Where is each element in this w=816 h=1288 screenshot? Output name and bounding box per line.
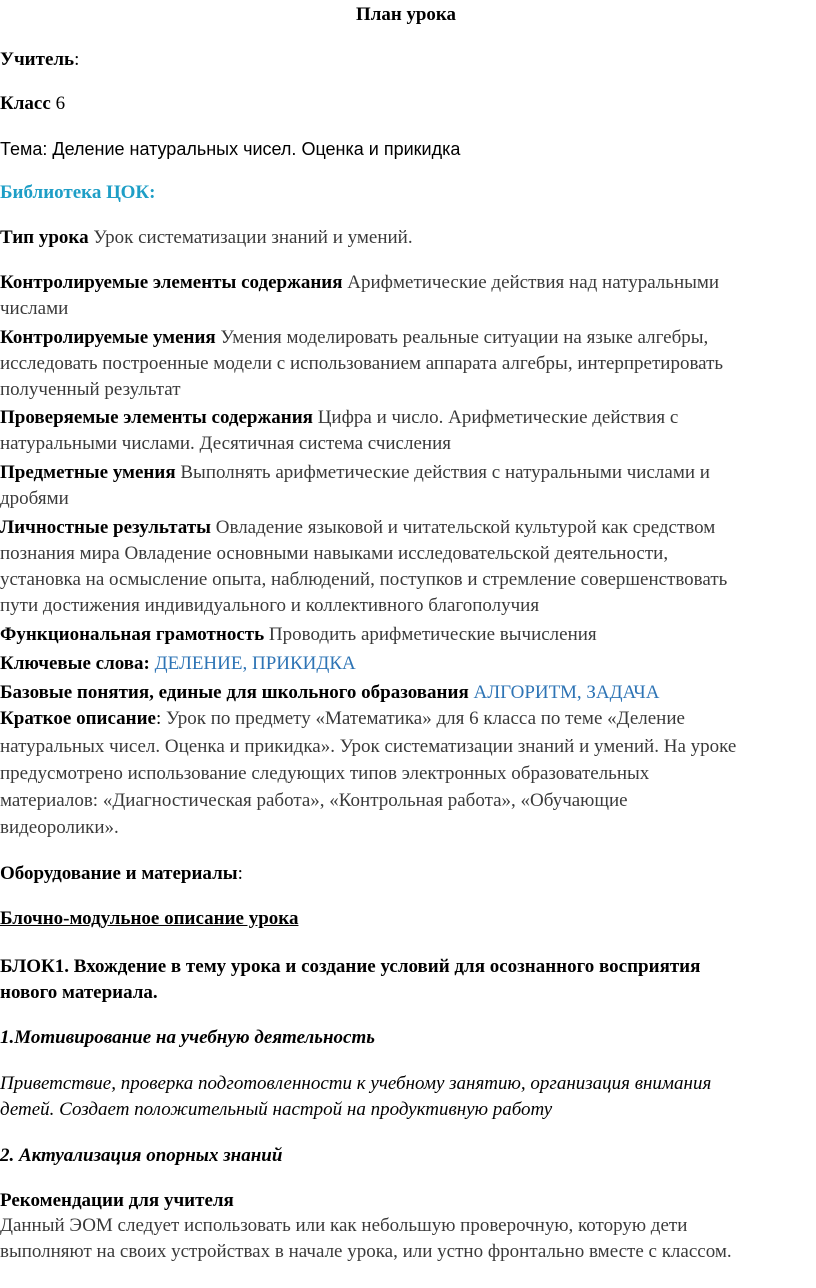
controlled-skills-text: Умения моделировать реальные ситуации на языке алгебры,: [220, 327, 709, 348]
controlled-skills-line-2: исследовать построенные модели с использованием аппарата алгебры, интерпретировать: [0, 353, 724, 374]
controlled-content-line-1: [0, 270, 719, 296]
short-description-text: Урок по предмету «Математика» для 6 класса по теме «Деление: [165, 708, 685, 729]
short-description-line-3: предусмотрено использование следующих типов электронных образовательных: [0, 763, 650, 784]
block-heading: Блочно-модульное описание урока: [0, 908, 299, 929]
personal-results-line-1: [0, 515, 715, 541]
keywords-line: [0, 651, 356, 677]
subject-skills-label: Предметные умения: [0, 462, 176, 483]
lesson-type-label: Тип урока: [0, 227, 89, 248]
functional-literacy-line: [0, 622, 597, 648]
block1-line-2: нового материала.: [0, 982, 158, 1003]
library-link[interactable]: Библиотека ЦОК:: [0, 182, 156, 203]
subject-skills-line-2: дробями: [0, 488, 69, 509]
block1-line-1: БЛОК1. Вхождение в тему урока и создание условий для осознанного восприятия: [0, 956, 701, 977]
equipment-colon: :: [237, 863, 243, 884]
checked-content-line-1: [0, 405, 678, 431]
base-concepts-line: [0, 680, 659, 706]
personal-results-text: Овладение языковой и читательской культурой как средством: [215, 517, 716, 538]
keywords-label: Ключевые слова:: [0, 653, 150, 674]
subject-skills-text: Выполнять арифметические действия с натуральными числами и: [180, 462, 710, 483]
base-concepts-value: АЛГОРИТМ, ЗАДАЧА: [473, 682, 660, 703]
personal-results-line-4: пути достижения индивидуального и коллективного благополучия: [0, 595, 540, 616]
step1-line-2: детей. Создает положительный настрой на продуктивную работу: [0, 1099, 553, 1120]
equipment-line: [0, 861, 243, 887]
teacher-line: [0, 47, 79, 73]
short-description-colon: :: [155, 708, 162, 729]
controlled-content-label: Контролируемые элементы содержания: [0, 272, 343, 293]
teacher-colon: :: [74, 49, 80, 70]
teacher-label: Учитель: [0, 49, 75, 70]
base-concepts-label: Базовые понятия, единые для школьного образования: [0, 682, 469, 703]
short-description-line-5: видеоролики».: [0, 817, 119, 838]
keywords-value: ДЕЛЕНИЕ, ПРИКИДКА: [154, 653, 356, 674]
controlled-content-line-2: числами: [0, 298, 69, 319]
lesson-type-value: Урок систематизации знаний и умений.: [93, 227, 413, 248]
controlled-skills-line-1: [0, 325, 708, 351]
recommendations-line-2: выполняют на своих устройствах в начале урока, или устно фронтально вместе с классом.: [0, 1241, 732, 1262]
personal-results-line-3: установка на осмысление опыта, наблюдений, поступков и стремление совершенствовать: [0, 569, 728, 590]
controlled-skills-line-3: полученный результат: [0, 379, 181, 400]
checked-content-text: Цифра и число. Арифметические действия с: [317, 407, 679, 428]
short-description-line-2: натуральных чисел. Оценка и прикидка». Урок систематизации знаний и умений. На уроке: [0, 736, 737, 757]
subject-skills-line-1: [0, 460, 710, 486]
personal-results-line-2: познания мира Овладение основными навыками исследовательской деятельности,: [0, 543, 669, 564]
short-description-label: Краткое описание: [0, 708, 156, 729]
functional-literacy-label: Функциональная грамотность: [0, 624, 265, 645]
step1-title: 1.Мотивирование на учебную деятельность: [0, 1027, 375, 1048]
checked-content-label: Проверяемые элементы содержания: [0, 407, 313, 428]
grade-value: 6: [55, 93, 66, 114]
controlled-skills-label: Контролируемые умения: [0, 327, 216, 348]
recommendations-line-1: Данный ЭОМ следует использовать или как небольшую проверочную, которую дети: [0, 1215, 688, 1236]
grade-label: Класс: [0, 93, 51, 114]
lesson-type-line: [0, 225, 413, 251]
recommendations-title: Рекомендации для учителя: [0, 1190, 234, 1211]
checked-content-line-2: натуральными числами. Десятичная система счисления: [0, 433, 451, 454]
page-title: План урока: [356, 4, 456, 25]
step2-title: 2. Актуализация опорных знаний: [0, 1145, 283, 1166]
topic-line: Тема: Деление натуральных чисел. Оценка и прикидка: [0, 139, 461, 159]
grade-line: [0, 91, 65, 117]
short-description-line-1: [0, 706, 685, 732]
controlled-content-text: Арифметические действия над натуральными: [347, 272, 720, 293]
functional-literacy-text: Проводить арифметические вычисления: [268, 624, 597, 645]
equipment-label: Оборудование и материалы: [0, 863, 238, 884]
short-description-line-4: материалов: «Диагностическая работа», «Контрольная работа», «Обучающие: [0, 790, 628, 811]
step1-line-1: Приветствие, проверка подготовленности к учебному занятию, организация внимания: [0, 1073, 712, 1094]
personal-results-label: Личностные результаты: [0, 517, 211, 538]
